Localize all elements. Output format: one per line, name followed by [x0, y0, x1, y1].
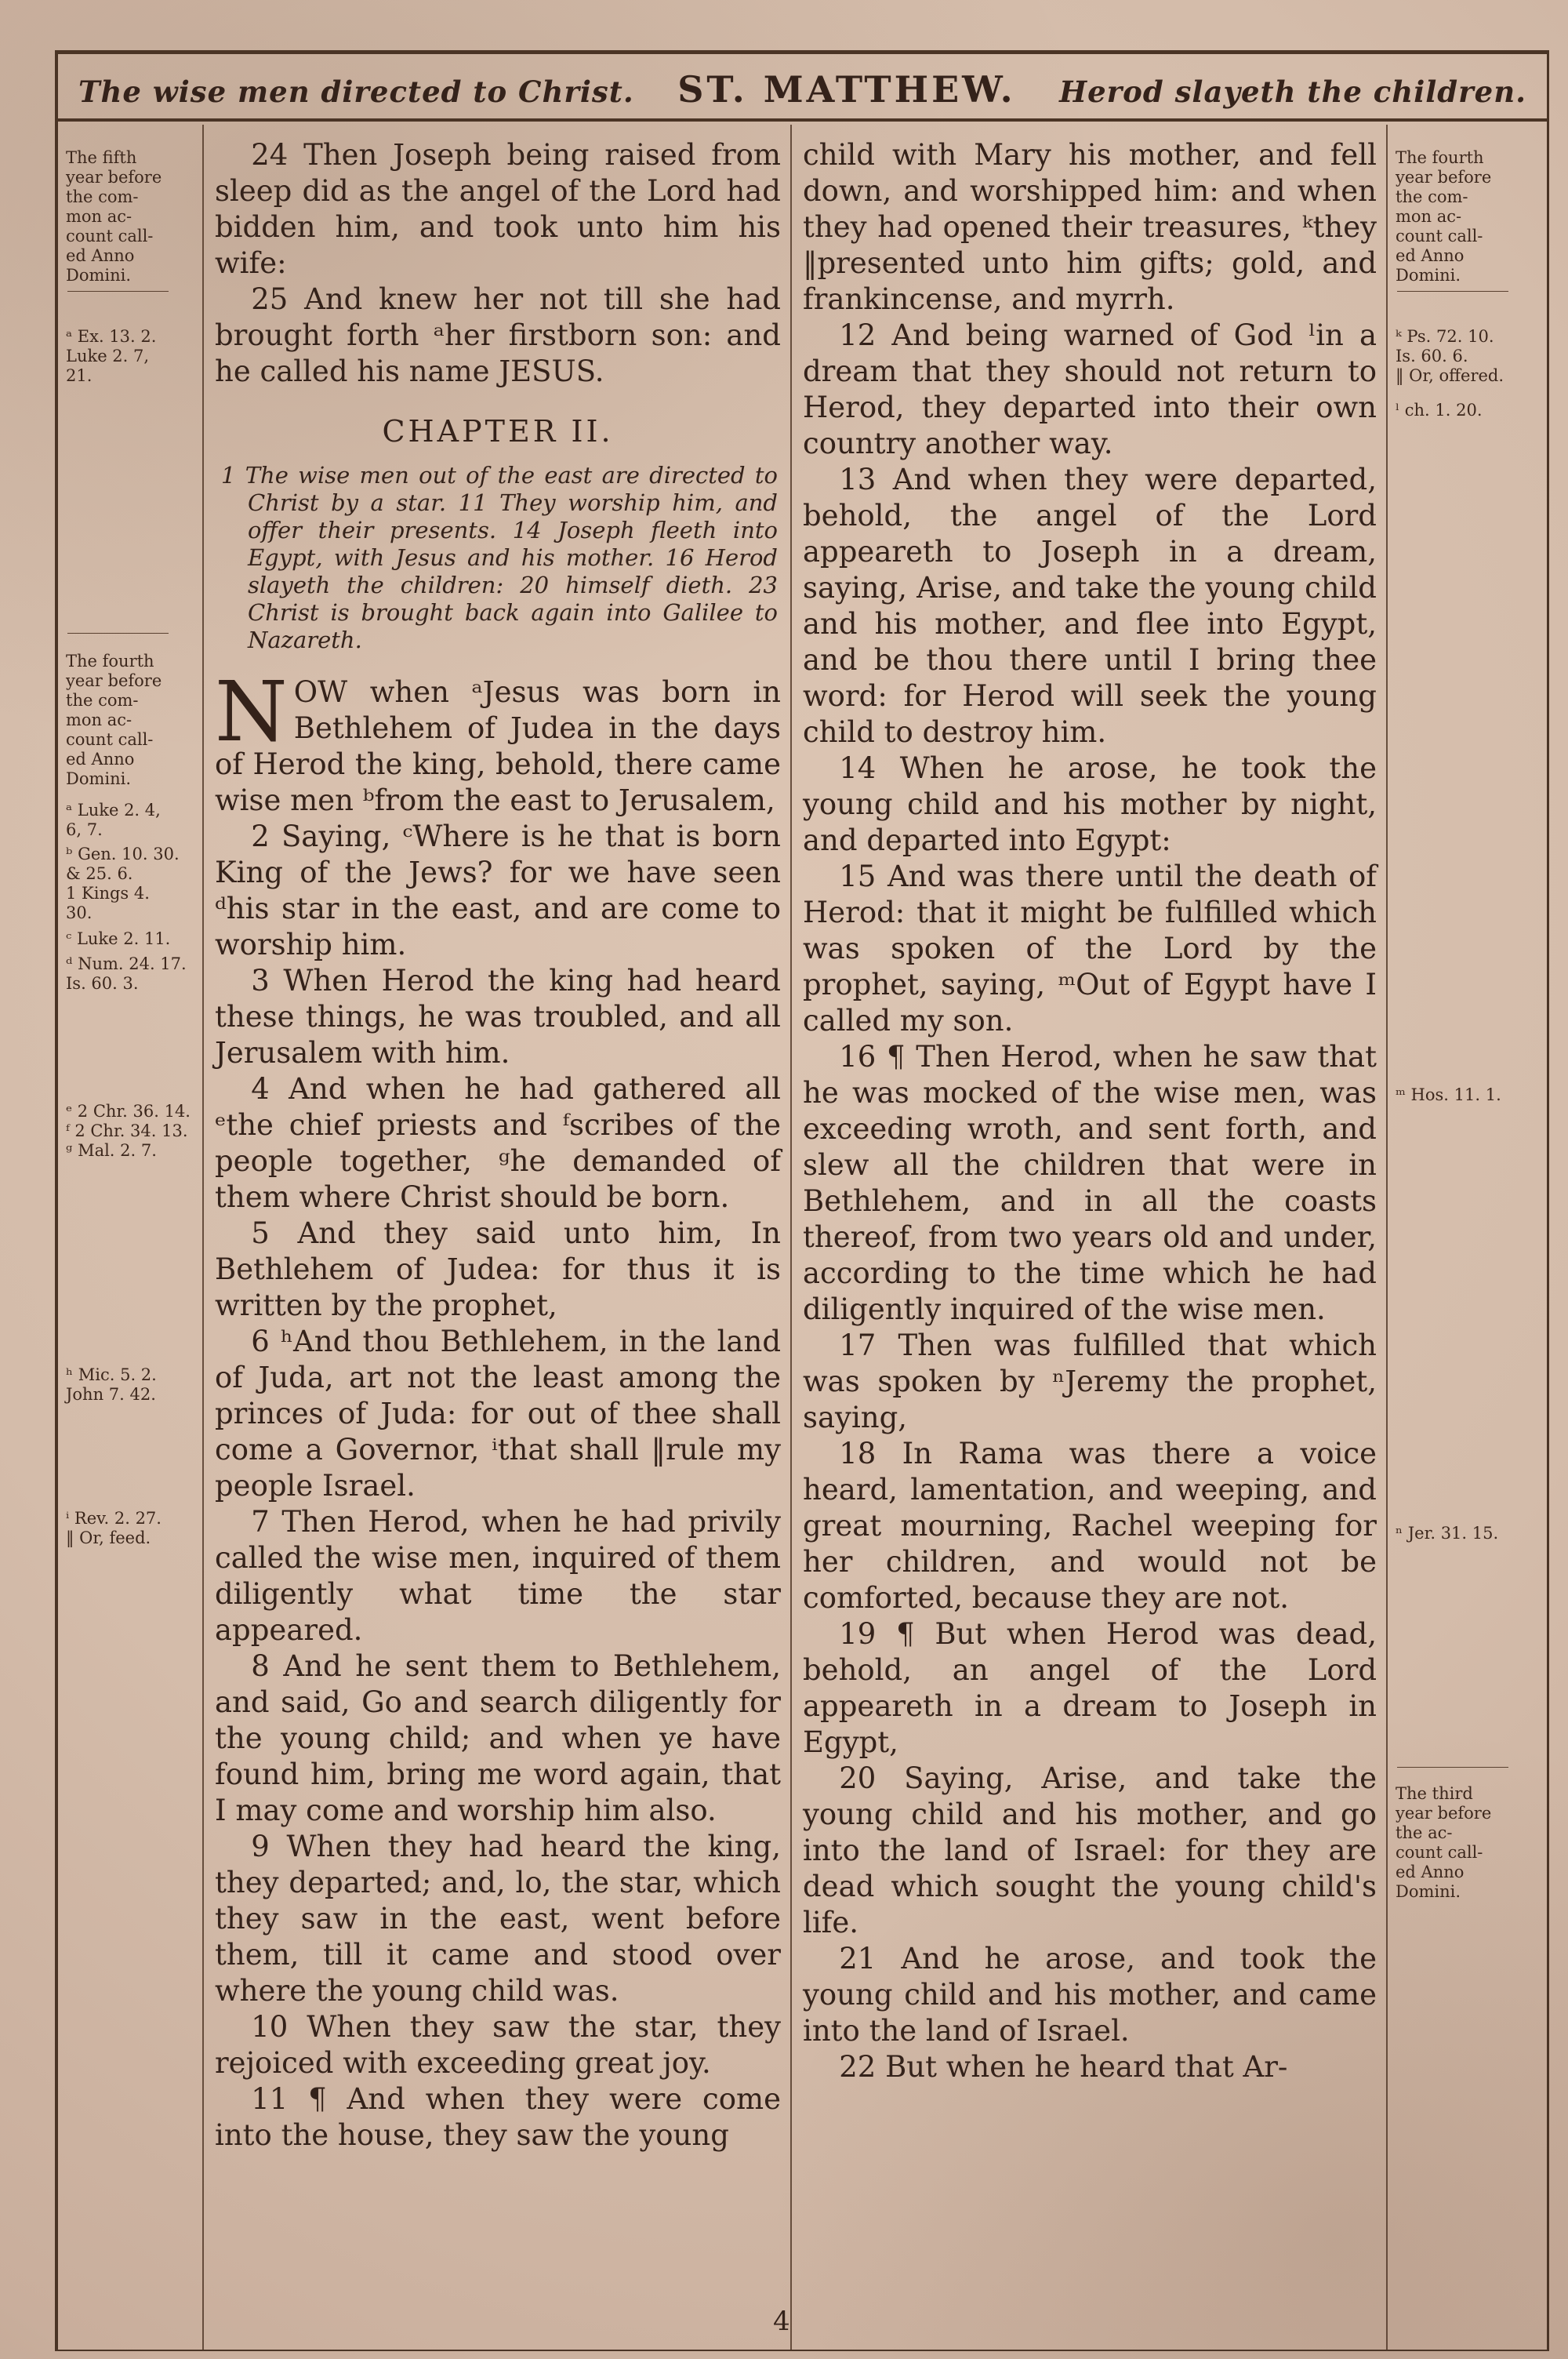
running-head-left: The wise men directed to Christ.: [78, 75, 634, 109]
verse-paragraph: 18 In Rama was there a voice heard, lamentation, and weeping, and great mourning, Rachel weeping for her children, and would not be comforted, because they are not.: [803, 1437, 1377, 1615]
margin-note-year: The fourth year before the com- mon ac- count call- ed Anno Domini.: [1396, 148, 1492, 285]
running-head: [58, 54, 1547, 122]
margin-note-year: The third year before the ac- count call- ed Anno Domini.: [1396, 1784, 1492, 1901]
verse-paragraph: 2 Saying, ᶜWhere is he that is born King of the Jews? for we have seen ᵈhis star in the east, and are come to worship him.: [215, 820, 781, 961]
verse-paragraph: 9 When they had heard the king, they departed; and, lo, the star, which they saw in the east, went before them, till it came and stood over where the young child was.: [215, 1830, 781, 2008]
margin-note-ref: ᵇ Gen. 10. 30. & 25. 6. 1 Kings 4. 30.: [66, 845, 180, 922]
verse-paragraph: 24 Then Joseph being raised from sleep did as the angel of the Lord had bidden him, and took unto him his wife:: [215, 138, 781, 280]
margin-note-year: The fifth year before the com- mon ac- count call- ed Anno Domini.: [66, 148, 162, 285]
verse-paragraph: 13 And when they were departed, behold, the angel of the Lord appeareth to Joseph in a dream, saying, Arise, and take the young child and his mother, and flee into Egypt, and be thou there until I bring thee word: for Herod will seek the young child to destroy him.: [803, 463, 1377, 749]
verse-paragraph: 17 Then was fulfilled that which was spoken by ⁿJeremy the prophet, saying,: [803, 1329, 1377, 1434]
margin-note-ref: ⁱ Rev. 2. 27. ‖ Or, feed.: [66, 1509, 162, 1547]
verse-paragraph: 4 And when he had gathered all ᵉthe chief priests and ᶠscribes of the people together, ᵍhe demanded of them where Christ should be born.: [215, 1072, 781, 1214]
verse-paragraph: 21 And he arose, and took the young child and his mother, and came into the land of Israel.: [803, 1942, 1377, 2048]
verse-paragraph: 22 But when he heard that Ar-: [839, 2050, 1288, 2084]
margin-note-ref: ʰ Mic. 5. 2. John 7. 42.: [66, 1365, 157, 1404]
verse-paragraph: [215, 663, 781, 819]
margin-note-ref: ᵈ Num. 24. 17. Is. 60. 3.: [66, 954, 187, 993]
verse-paragraph: 15 And was there until the death of Herod: that it might be fulfilled which was spoken of the Lord by the prophet, saying, ᵐOut of Egypt have I called my son.: [803, 860, 1377, 1038]
verse-paragraph: 10 When they saw the star, they rejoiced with exceeding great joy.: [215, 2010, 781, 2080]
margin-note-ref: ᵉ 2 Chr. 36. 14. ᶠ 2 Chr. 34. 13. ᵍ Mal. 2. 7.: [66, 1102, 191, 1160]
verse-paragraph: 6 ʰAnd thou Bethlehem, in the land of Juda, art not the least among the princes of Juda: for out of thee shall come a Governor, ⁱthat shall ‖rule my people Israel.: [215, 1325, 781, 1503]
chapter-summary: 1 The wise men out of the east are directed to Christ by a star. 11 They worship him, and offer their presents. 14 Joseph fleeth into Egypt, with Jesus and his mother. 16 Herod slayeth the children: 20 himself dieth. 23 Christ is brought back again into Galilee to Nazareth.: [221, 462, 778, 653]
margin-note-ref: ˡ ch. 1. 20.: [1396, 401, 1483, 420]
right-text-column: [792, 125, 1386, 2350]
verse-paragraph: 3 When Herod the king had heard these things, he was troubled, and all Jerusalem with him.: [215, 964, 781, 1070]
margin-note-ref: ᵏ Ps. 72. 10. Is. 60. 6. ‖ Or, offered.: [1396, 327, 1504, 385]
verse-paragraph: 8 And he sent them to Bethlehem, and said, Go and search diligently for the young child; and when ye have found him, bring me word again, that I may come and worship him also.: [215, 1649, 781, 1827]
left-margin-notes: [58, 125, 202, 2350]
note-divider: [1397, 291, 1508, 292]
column-divider: [202, 125, 204, 2350]
verse-paragraph: 12 And being warned of God ˡin a dream that they should not return to Herod, they departed into their own country another way.: [803, 318, 1377, 460]
margin-note-ref: ᶜ Luke 2. 11.: [66, 929, 171, 948]
margin-note-ref: ᵐ Hos. 11. 1.: [1396, 1085, 1501, 1104]
right-margin-notes: [1388, 125, 1547, 2350]
text-block: [58, 125, 1547, 2350]
page-frame: [55, 50, 1549, 2351]
verse-paragraph: child with Mary his mother, and fell down, and worshipped him: and when they had opened their treasures, ᵏthey ‖presented unto him gifts; gold, and frankincense, and myrrh.: [803, 138, 1377, 316]
verse-paragraph: 7 Then Herod, when he had privily called the wise men, inquired of them diligently what time the star appeared.: [215, 1505, 781, 1647]
verse-paragraph: 14 When he arose, he took the young child and his mother by night, and departed into Egypt:: [803, 751, 1377, 857]
note-divider: [67, 633, 169, 634]
verse-paragraph: 16 ¶ Then Herod, when he saw that he was mocked of the wise men, was exceeding wroth, and sent forth, and slew all the children that were in Bethlehem, and in all the coasts thereof, from two years old and under, according to the time which he had diligently inquired of the wise men.: [803, 1040, 1377, 1326]
margin-note-ref: ⁿ Jer. 31. 15.: [1396, 1524, 1499, 1543]
margin-note-ref: ᵃ Ex. 13. 2. Luke 2. 7, 21.: [66, 327, 157, 385]
note-divider: [1397, 1767, 1508, 1768]
verse-paragraph: 5 And they said unto him, In Bethlehem of Judea: for thus it is written by the prophet,: [215, 1216, 781, 1322]
verse-paragraph: 25 And knew her not till she had brought forth ᵃher firstborn son: and he called his name JESUS.: [215, 282, 781, 388]
left-text-column: [204, 125, 790, 2350]
verse-text: OW when ᵃJesus was born in Bethlehem of Judea in the days of Herod the king, behold, there came wise men ᵇfrom the east to Jerusalem,: [215, 675, 781, 817]
column-divider: [790, 125, 792, 2350]
margin-note-ref: ᵃ Luke 2. 4, 6, 7.: [66, 801, 161, 839]
verse-paragraph: 11 ¶ And when they were come into the house, they saw the young: [215, 2082, 781, 2152]
running-head-right: Herod slayeth the children.: [1059, 75, 1526, 109]
chapter-heading: CHAPTER II.: [382, 414, 614, 449]
note-divider: [67, 291, 169, 292]
margin-note-year: The fourth year before the com- mon ac- count call- ed Anno Domini.: [66, 652, 162, 788]
verse-paragraph: 19 ¶ But when Herod was dead, behold, an angel of the Lord appeareth in a dream to Joseph in Egypt,: [803, 1617, 1377, 1759]
verse-paragraph: 20 Saying, Arise, and take the young child and his mother, and go into the land of Israel: for they are dead which sought the young child's life.: [803, 1761, 1377, 1939]
drop-cap-initial: N: [215, 663, 288, 760]
book-title: ST. MATTHEW.: [677, 68, 1016, 111]
page-number: 4: [773, 2306, 790, 2337]
